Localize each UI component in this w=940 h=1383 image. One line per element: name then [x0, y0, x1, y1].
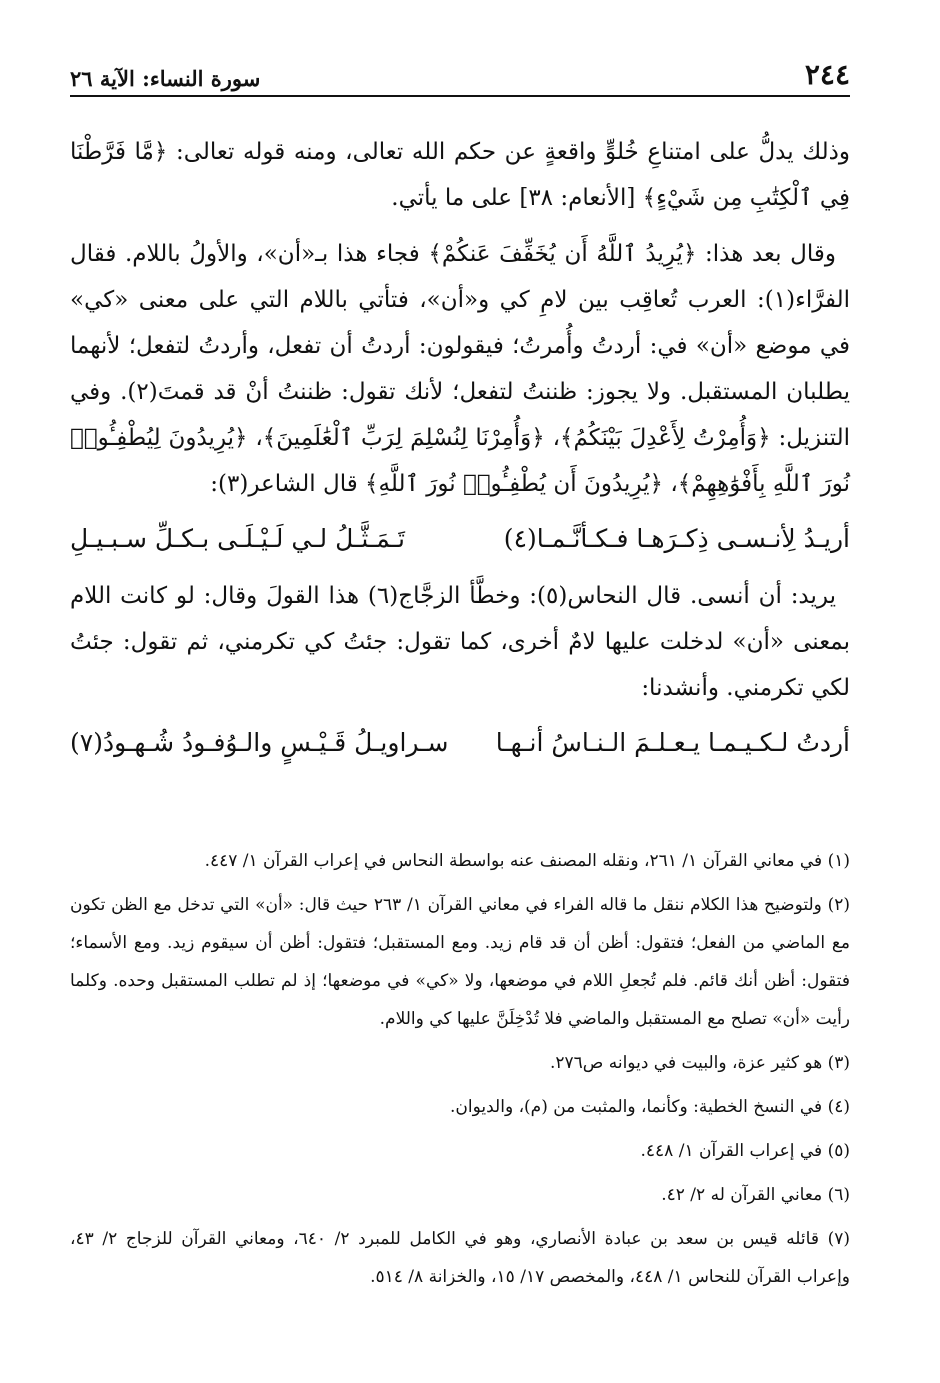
- verse-1-first-hemistich: أريـدُ لِأنـسـى ذِكـرَهـا فـكـأنَّـمـا(٤): [503, 524, 850, 553]
- main-text: [70, 129, 850, 765]
- footnote-2: (٢) ولتوضيح هذا الكلام ننقل ما قاله الفراء في معاني القرآن ١/ ٢٦٣ حيث قال: «أن» التي تدخل مع الظن تكون مع الماضي من الفعل؛ فتقول: أظن أن قد قام زيد. ومع المستقبل؛ فتقول: أظن أن سيقوم زيد. ومع الأسماء؛ فتقول: أظن أنك قائم. فلم تُجعلِ اللام في موضعها، ولا «كي» في موضعها؛ إذ لم تطلب المستقبل وحده. وكلما رأيت «أن» تصلح مع المستقبل والماضي فلا تُدْخِلَنَّ عليها كي واللام.: [70, 895, 850, 1029]
- footnote-6: (٦) معاني القرآن له ٢/ ٤٢.: [661, 1185, 850, 1205]
- footnote-7: (٧) قائله قيس بن سعد بن عبادة الأنصاري، وهو في الكامل للمبرد ٢/ ٦٤٠، ومعاني القرآن للزجاج ٢/ ٤٣، وإعراب القرآن للنحاس ١/ ٤٤٨، والمخصص ١٧/ ١٥، والخزانة ٨/ ٥١٤.: [70, 1229, 850, 1287]
- poetry-verse-1: [70, 517, 850, 561]
- verse-2-second-hemistich: سـراويـلُ قَـيْـسٍ والـوُفـودُ شُـهـودُ(٧): [70, 728, 449, 757]
- page-number: ٢٤٤: [804, 58, 850, 91]
- verse-1-second-hemistich: تَـمَـثَّـلُ لـي لَـيْـلَـى بـكـلِّ سـبـيـلِ: [70, 524, 405, 553]
- verse-2-first-hemistich: أردتُ لـكـيـمـا يـعـلـمَ الـنـاسُ أنـهـا: [495, 728, 850, 757]
- footnote-3: (٣) هو كثير عزة، والبيت في ديوانه ص٢٧٦.: [549, 1053, 850, 1073]
- footnote-1: (١) في معاني القرآن ١/ ٢٦١، ونقله المصنف عنه بواسطة النحاس في إعراب القرآن ١/ ٤٤٧.: [204, 851, 850, 871]
- footnotes: [70, 842, 850, 1302]
- paragraph-3: يريد: أن أنسى. قال النحاس(٥): وخطَّأ الزجَّاج(٦) هذا القولَ وقال: لو كانت اللام بمعنى «أن» لدخلت عليها لامٌ أخرى، كما تقول: جئتُ كي تكرمني، ثم تقول: جئتُ لكي تكرمني. وأنشدنا:: [70, 583, 850, 701]
- paragraph-2: وقال بعد هذا: ﴿يُرِيدُ ٱللَّهُ أَن يُخَفِّفَ عَنكُمْ﴾ فجاء هذا بـ«أن»، والأولُ باللام. فقال الفرَّاء(١): العرب تُعاقِب بين لامِ كي و«أن»، فتأتي باللام التي على معنى «كي» في موضع «أن» في: أردتُ وأُمرتُ؛ فيقولون: أردتُ أن تفعل، وأردتُ لتفعل؛ لأنهما يطلبان المستقبل. ولا يجوز: ظننتُ لتفعل؛ لأنك تقول: ظننتُ أنْ قد قمتَ(٢). وفي التنزيل: ﴿وَأُمِرْتُ لِأَعْدِلَ بَيْنَكُمُ﴾، ﴿وَأُمِرْنَا لِنُسْلِمَ لِرَبِّ ٱلْعَٰلَمِينَ﴾، ﴿يُرِيدُونَ لِيُطْفِـُٔوا۟ نُورَ ٱللَّهِ بِأَفْوَٰهِهِمْ﴾، ﴿يُرِيدُونَ أَن يُطْفِـُٔوا۟ نُورَ ٱللَّهِ﴾ قال الشاعر(٣):: [70, 241, 850, 497]
- surah-title: سورة النساء: الآية ٢٦: [70, 66, 261, 91]
- poetry-verse-2: [70, 721, 850, 765]
- footnote-5: (٥) في إعراب القرآن ١/ ٤٤٨.: [640, 1141, 850, 1161]
- footnote-4: (٤) في النسخ الخطية: وكأنما، والمثبت من (م)، والديوان.: [450, 1097, 850, 1117]
- running-header: [70, 55, 850, 97]
- paragraph-1: وذلك يدلُّ على امتناعِ خُلوٍّ واقعةٍ عن حكم الله تعالى، ومنه قوله تعالى: ﴿مَّا فَرَّطْنَا فِي ٱلْكِتَٰبِ مِن شَيْءٍ﴾ [الأنعام: ٣٨] على ما يأتي.: [70, 139, 850, 211]
- page: [70, 55, 850, 777]
